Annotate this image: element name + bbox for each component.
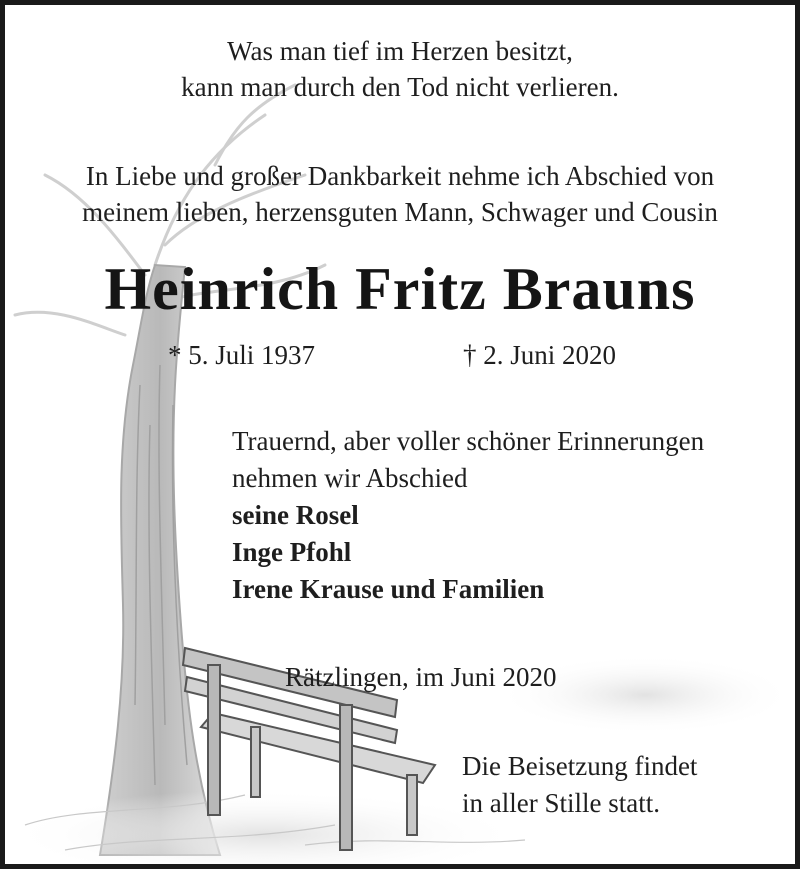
motto	[5, 33, 795, 105]
birth-date: * 5. Juli 1937	[168, 340, 316, 370]
intro-line-2: meinem lieben, herzensguten Mann, Schwager und Cousin	[82, 197, 718, 227]
motto-line-2: kann man durch den Tod nicht verlieren.	[181, 72, 619, 102]
funeral-line-2: in aller Stille statt.	[462, 788, 660, 818]
mourners-block	[232, 423, 704, 608]
deceased-name: Heinrich Fritz Brauns	[104, 256, 696, 322]
mourner-name: Inge Pfohl	[232, 537, 352, 567]
funeral-note	[462, 748, 697, 822]
place-and-date: Rätzlingen, im Juni 2020	[285, 662, 557, 692]
intro-text	[5, 158, 795, 230]
mourner-name: Irene Krause und Familien	[232, 574, 545, 604]
mourner-name: seine Rosel	[232, 500, 359, 530]
mourners-line-1: Trauernd, aber voller schöner Erinnerungen	[232, 426, 705, 456]
intro-line-1: In Liebe und großer Dankbarkeit nehme ich Abschied von	[85, 161, 715, 191]
funeral-line-1: Die Beisetzung findet	[462, 751, 698, 781]
mourners-line-2: nehmen wir Abschied	[232, 463, 468, 493]
motto-line-1: Was man tief im Herzen besitzt,	[227, 36, 573, 66]
death-date: † 2. Juni 2020	[463, 340, 617, 370]
